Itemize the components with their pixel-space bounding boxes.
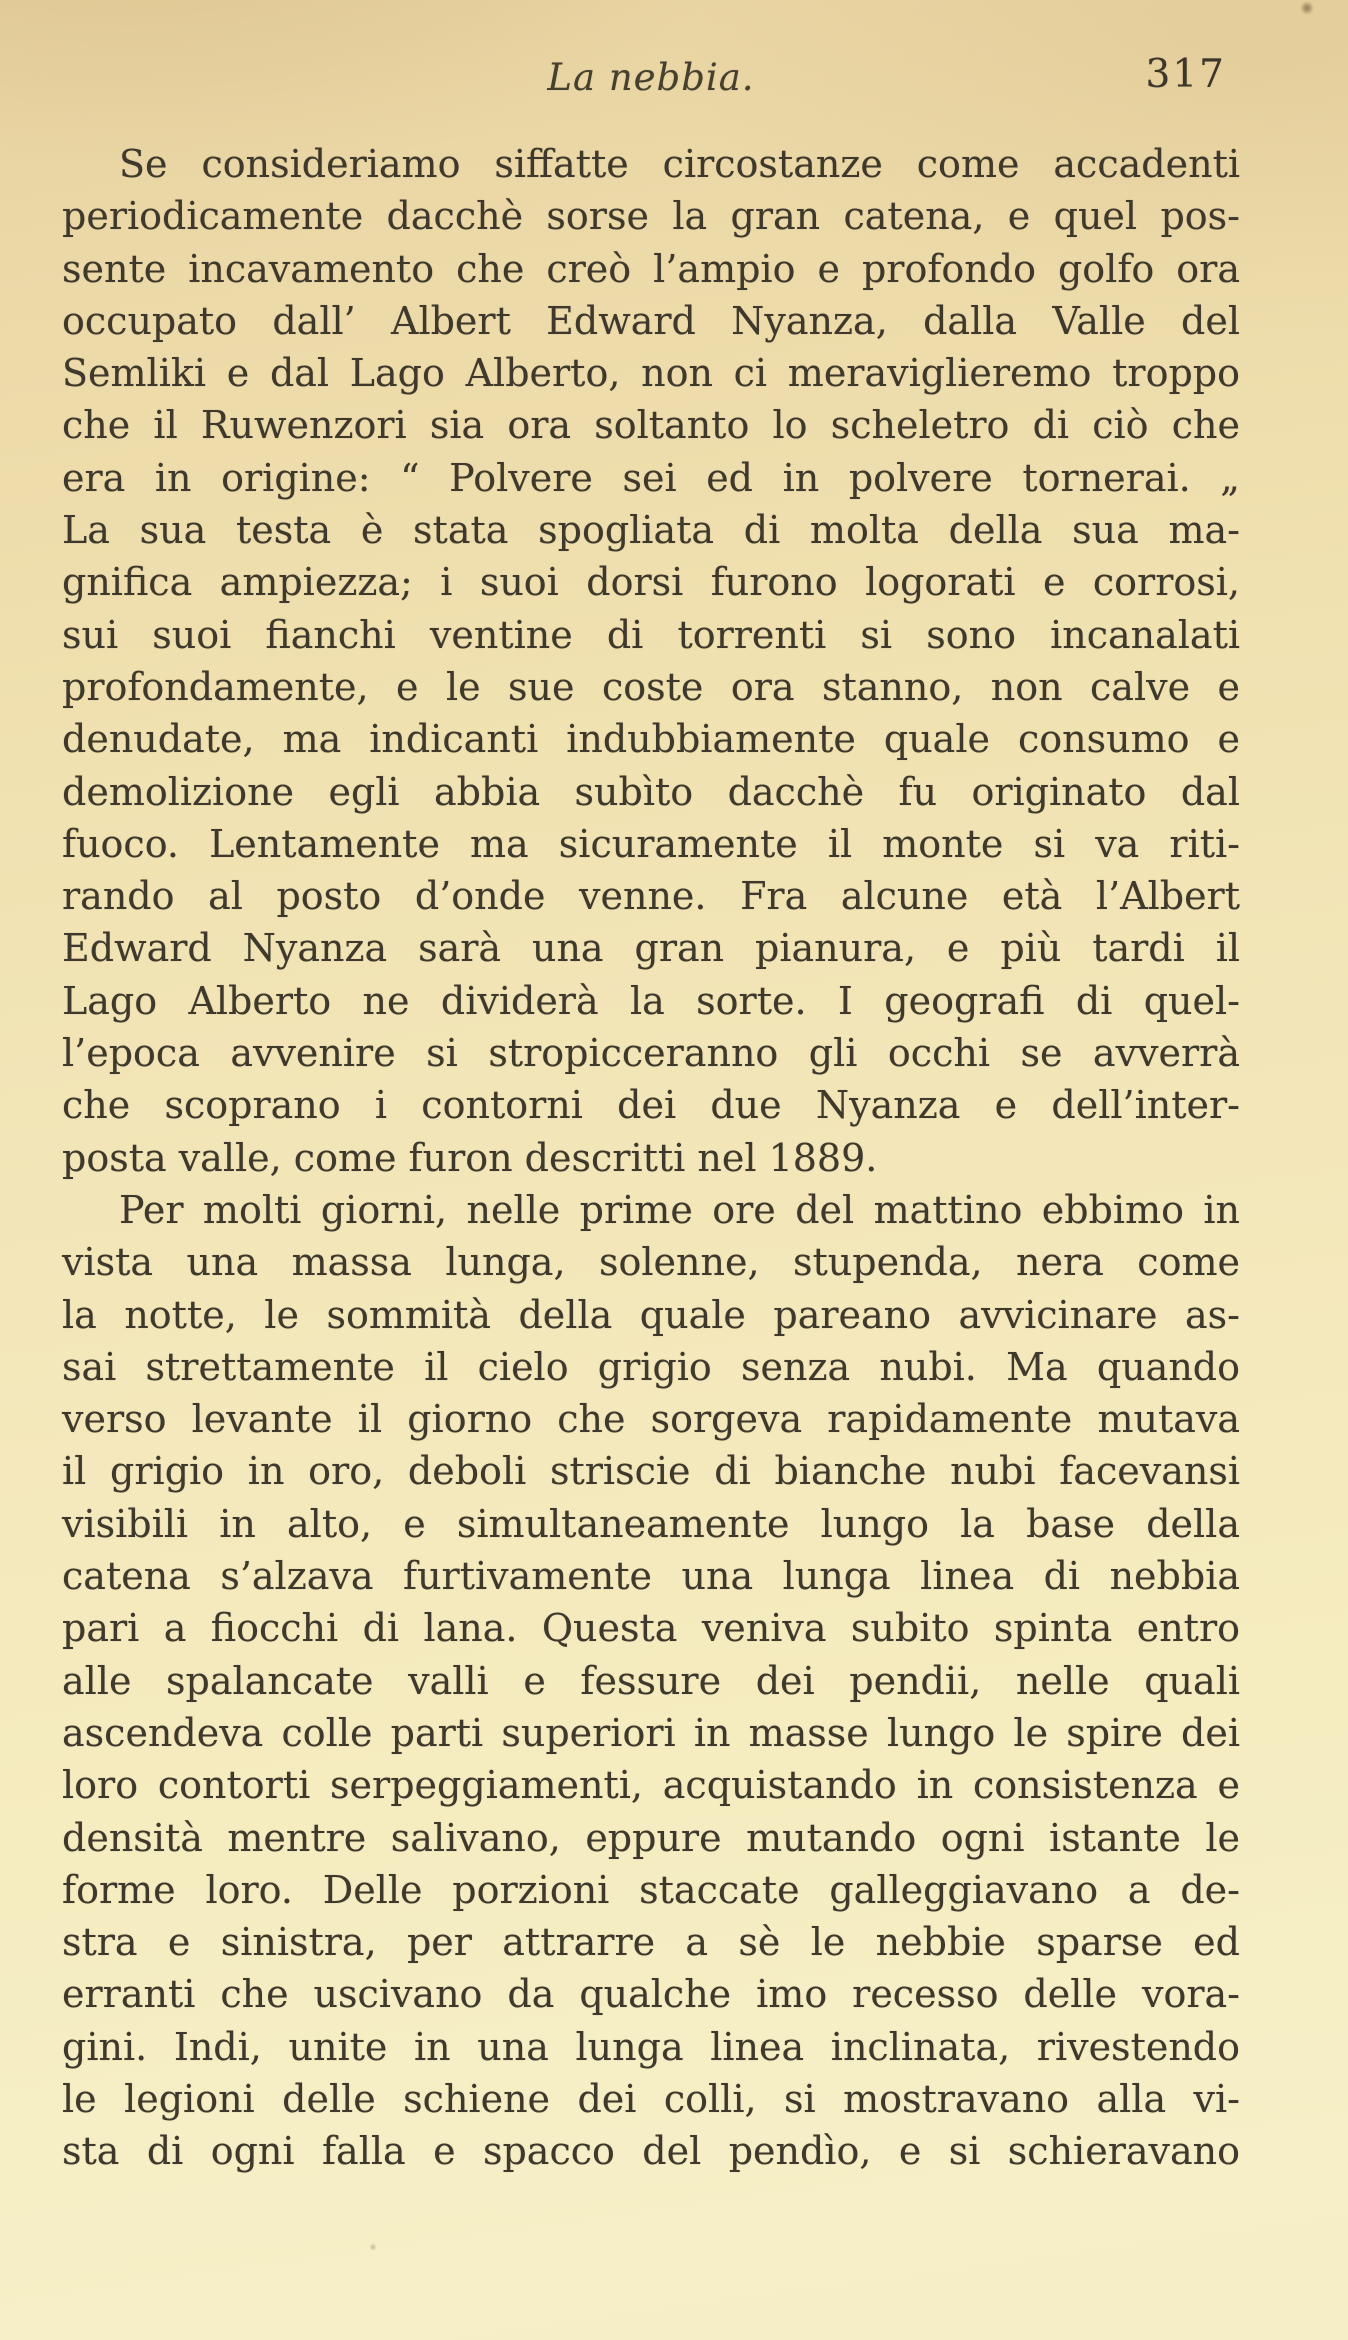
text-line: stra e sinistra, per attrarre a sè le nebbie sparse ed (62, 1920, 1240, 1965)
text-line: verso levante il giorno che sorgeva rapidamente mutava (62, 1397, 1240, 1442)
text-line: Per molti giorni, nelle prime ore del mattino ebbimo in (119, 1187, 1240, 1232)
text-line: rando al posto d’onde venne. Fra alcune età l’Albert (62, 874, 1240, 919)
text-line: sente incavamento che creò l’ampio e profondo golfo ora (62, 246, 1240, 291)
text-line: vista una massa lunga, solenne, stupenda, nera come (62, 1240, 1240, 1285)
text-line: erranti che uscivano da qualche imo recesso delle vora- (62, 1972, 1240, 2017)
text-line: la notte, le sommità della quale pareano avvicinare as- (62, 1292, 1240, 1337)
text-line: era in origine: “ Polvere sei ed in polvere tornerai. „ (62, 455, 1240, 500)
text-line: pari a fiocchi di lana. Questa veniva subito spinta entro (62, 1606, 1240, 1651)
text-line: visibili in alto, e simultaneamente lungo la base della (62, 1501, 1240, 1546)
text-line: gini. Indi, unite in una lunga linea inclinata, rivestendo (62, 2024, 1240, 2069)
page-number: 317 (1145, 52, 1226, 97)
text-line: l’epoca avvenire si stropicceranno gli occhi se avverrà (62, 1031, 1240, 1076)
paragraph (62, 1184, 1240, 2178)
text-line: il grigio in oro, deboli striscie di bianche nubi facevansi (62, 1449, 1240, 1494)
paragraph (62, 138, 1240, 1184)
text-line: alle spalancate valli e fessure dei pendii, nelle quali (62, 1658, 1240, 1703)
page-text (62, 138, 1240, 2178)
text-line: che il Ruwenzori sia ora soltanto lo scheletro di ciò che (62, 403, 1240, 448)
text-line: ascendeva colle parti superiori in masse lungo le spire dei (62, 1710, 1240, 1755)
text-line: che scoprano i contorni dei due Nyanza e dell’inter- (62, 1083, 1240, 1128)
page-header (62, 52, 1240, 104)
running-title: La nebbia. (547, 56, 755, 99)
text-line: demolizione egli abbia subìto dacchè fu originato dal (62, 769, 1240, 814)
text-line: gnifica ampiezza; i suoi dorsi furono logorati e corrosi, (62, 560, 1240, 605)
text-line: Lago Alberto ne dividerà la sorte. I geografi di quel- (62, 978, 1240, 1023)
text-line: forme loro. Delle porzioni staccate galleggiavano a de- (62, 1867, 1240, 1912)
text-line: posta valle, come furon descritti nel 1889. (62, 1135, 878, 1180)
text-line: occupato dall’ Albert Edward Nyanza, dalla Valle del (62, 298, 1240, 343)
text-line: denudate, ma indicanti indubbiamente quale consumo e (62, 717, 1240, 762)
text-line: sui suoi fianchi ventine di torrenti si sono incanalati (62, 612, 1240, 657)
text-line: densità mentre salivano, eppure mutando ogni istante le (62, 1815, 1240, 1860)
text-line: Edward Nyanza sarà una gran pianura, e più tardi il (62, 926, 1240, 971)
text-line: Semliki e dal Lago Alberto, non ci meraviglieremo troppo (62, 351, 1240, 396)
text-line: La sua testa è stata spogliata di molta della sua ma- (62, 508, 1240, 553)
text-line: le legioni delle schiene dei colli, si mostravano alla vi- (62, 2076, 1240, 2121)
text-line: profondamente, e le sue coste ora stanno, non calve e (62, 664, 1240, 709)
text-line: periodicamente dacchè sorse la gran catena, e quel pos- (62, 194, 1240, 239)
text-line: sai strettamente il cielo grigio senza nubi. Ma quando (62, 1344, 1240, 1389)
text-line: fuoco. Lentamente ma sicuramente il monte si va riti- (62, 821, 1240, 866)
text-line: catena s’alzava furtivamente una lunga linea di nebbia (62, 1554, 1240, 1599)
text-line: loro contorti serpeggiamenti, acquistando in consistenza e (62, 1763, 1240, 1808)
text-line: sta di ogni falla e spacco del pendìo, e si schieravano (62, 2129, 1240, 2174)
text-line: Se consideriamo siffatte circostanze come accadenti (119, 142, 1240, 186)
